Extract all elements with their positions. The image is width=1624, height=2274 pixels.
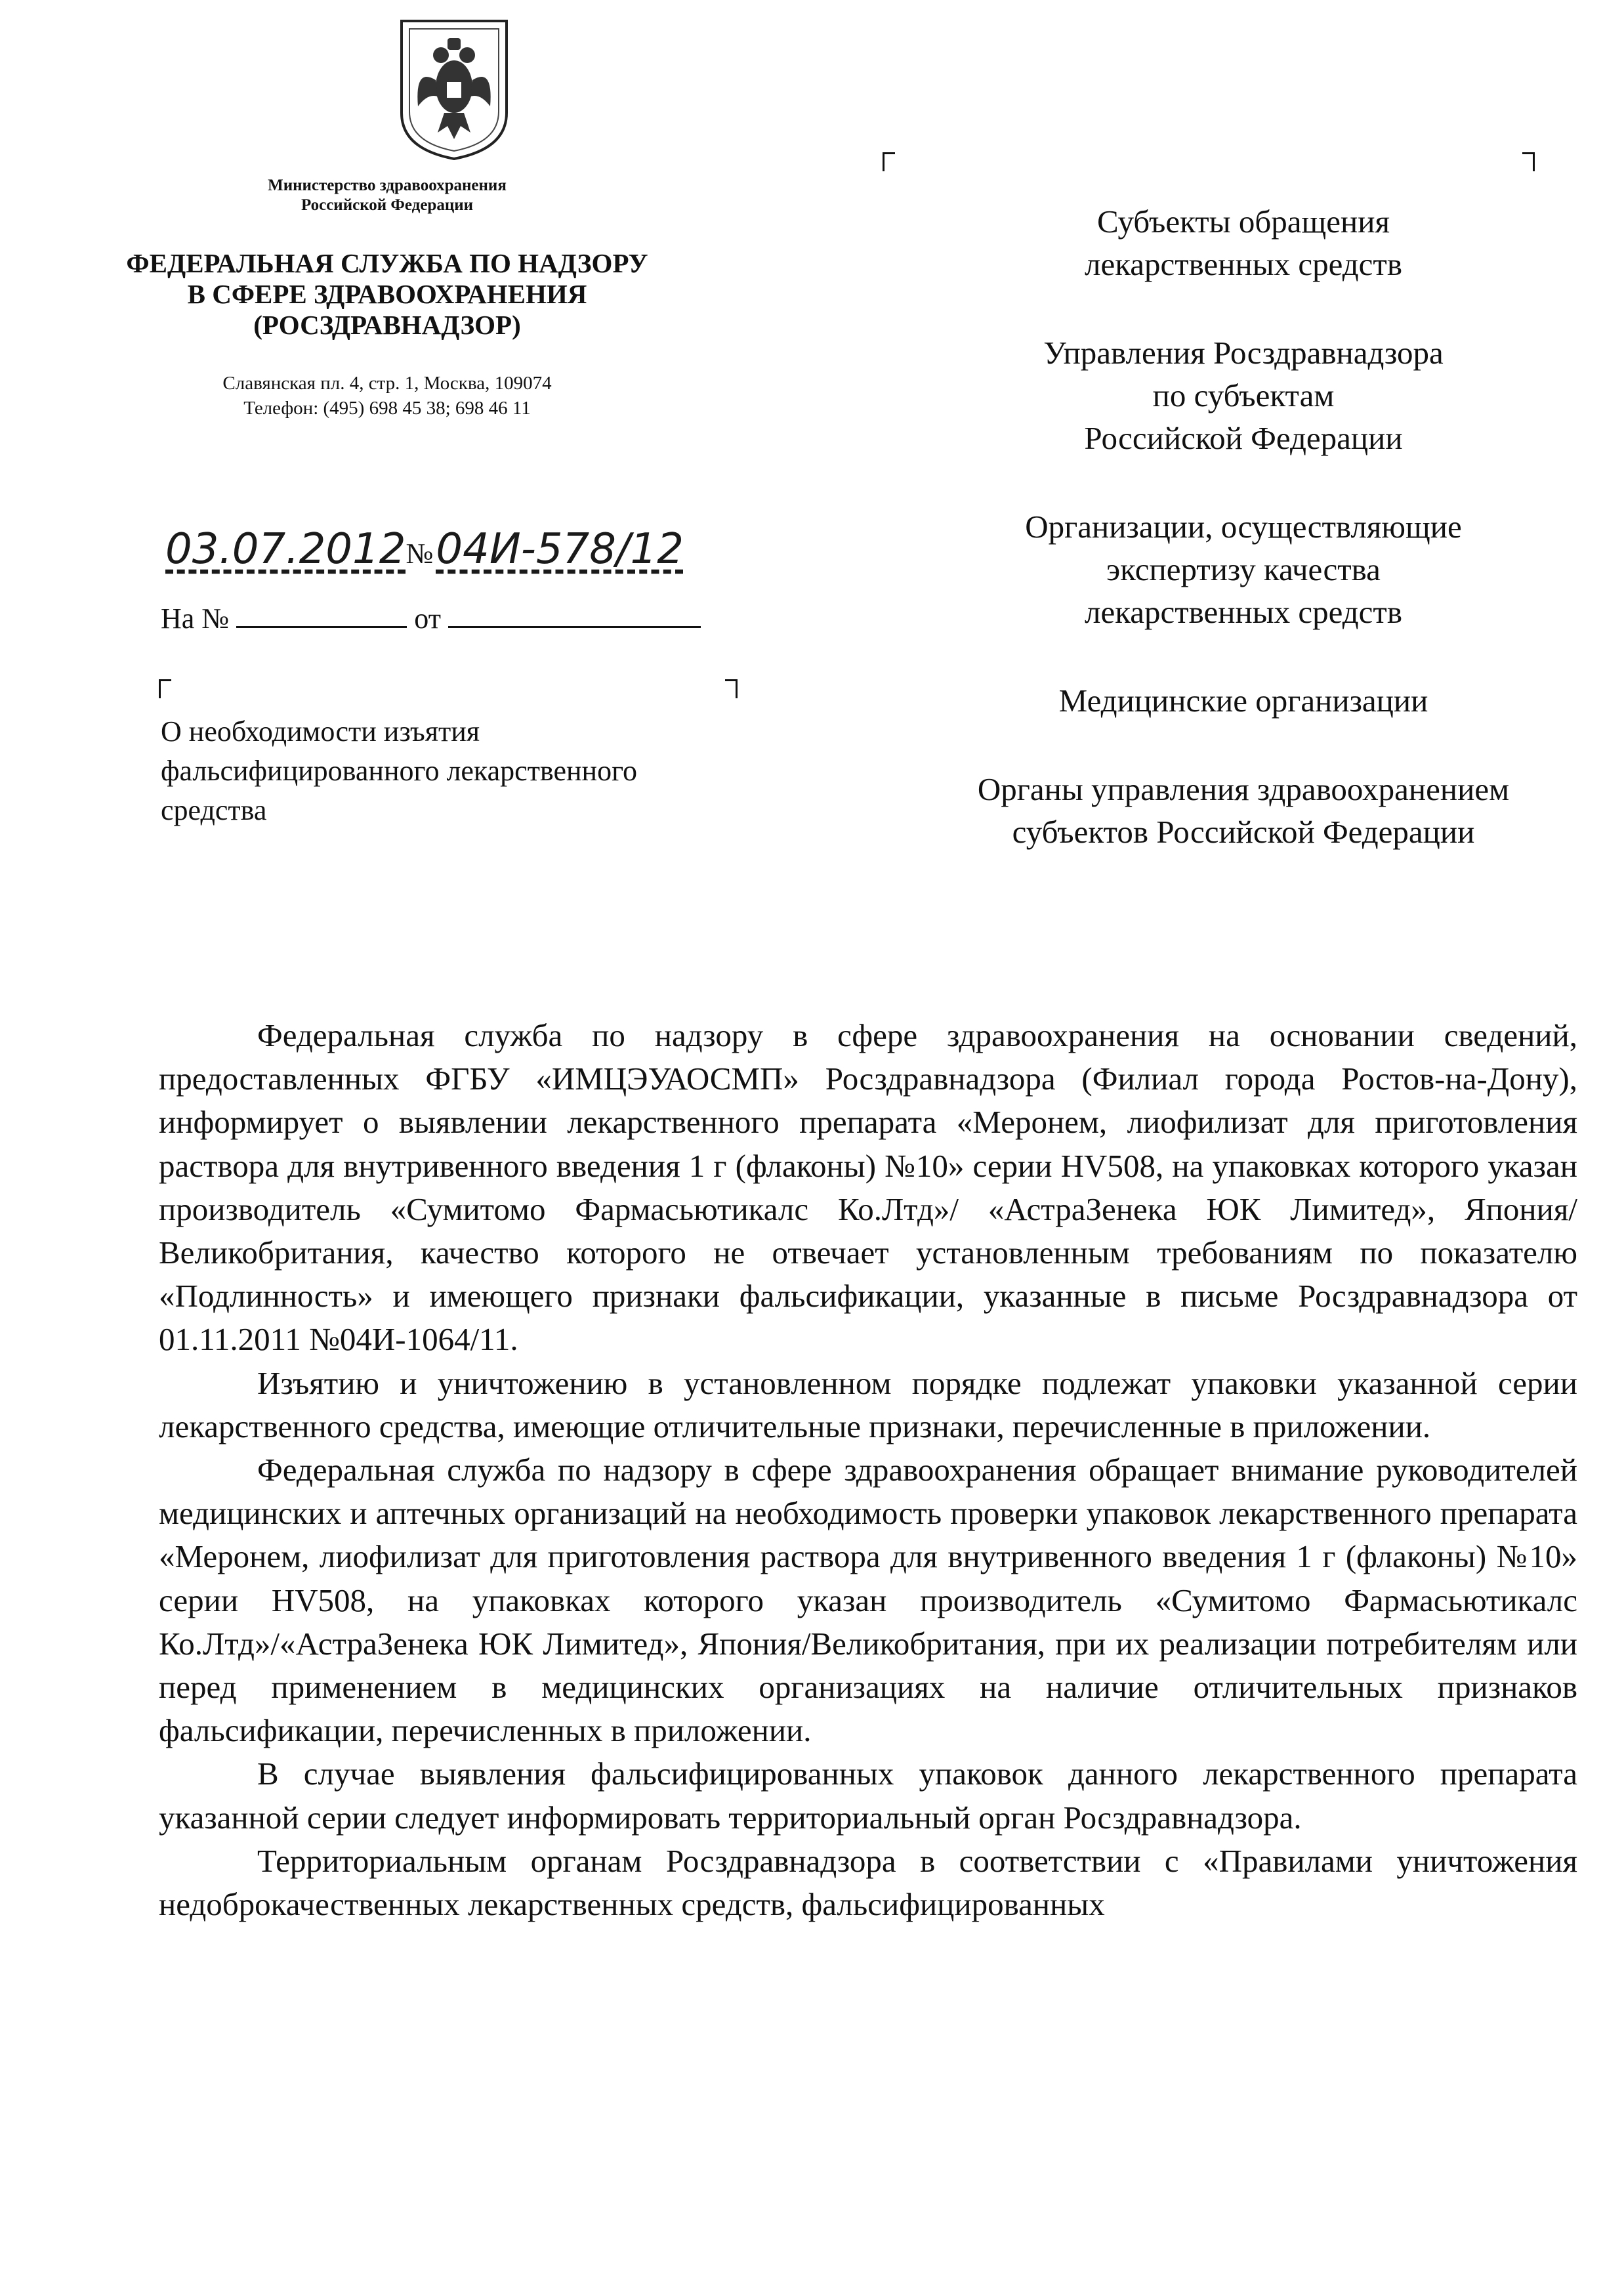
subject-corner-mark	[159, 679, 171, 698]
recipient-line: лекарственных средств	[1085, 594, 1402, 630]
body-paragraph: В случае выявления фальсифицированных упаковок данного лекарственного препарата указанной серии следует информировать территориальный орган Росздравнадзора.	[159, 1756, 1577, 1836]
subject-line: фальсифицированного лекарственного	[161, 755, 638, 787]
recipient-line: Российской Федерации	[1084, 420, 1403, 456]
address-line: Славянская пл. 4, стр. 1, Москва, 109074	[222, 373, 552, 394]
reference-number-blank	[236, 602, 407, 628]
body-paragraph: Федеральная служба по надзору в сфере здравоохранения обращает внимание руководителей медицинских и аптечных организаций на необходимость проверки упаковок лекарственного препарата «Меронем, лиофилизат для приготовления раствора для внутривенного введения 1 г (флаконы) №10» серии HV508, на упаковках которого указан производитель «Сумитомо Фармасьютикалс Ко.Лтд»/«АстраЗенека ЮК Лимитед», Япония/Великобритания, при их реализации потребителям или перед применением в медицинских организациях на наличие отличительных признаков фальсификации, перечисленных в приложении.	[159, 1452, 1577, 1749]
from-label: от	[414, 602, 441, 635]
recipient-line: Управления Росздравнадзора	[1043, 335, 1444, 371]
recipients-list	[866, 200, 1621, 899]
recipient	[866, 679, 1621, 722]
agency-line: ФЕДЕРАЛЬНАЯ СЛУЖБА ПО НАДЗОРУ	[126, 248, 648, 278]
ministry-line: Российской Федерации	[301, 196, 474, 214]
body-paragraph: Территориальным органам Росздравнадзора в соответствии с «Правилами уничтожения недоброкачественных лекарственных средств, фальсифицированных	[159, 1842, 1577, 1923]
subject-line: средства	[161, 794, 267, 826]
recipient	[866, 768, 1621, 853]
ministry-name	[197, 176, 577, 215]
subject-corner-mark	[725, 679, 738, 698]
ministry-line: Министерство здравоохранения	[268, 177, 507, 194]
recipient	[866, 200, 1621, 285]
agency-line: В СФЕРЕ ЗДРАВООХРАНЕНИЯ	[187, 279, 587, 309]
recipient-line: экспертизу качества	[1106, 551, 1381, 587]
address-line: Телефон: (495) 698 45 38; 698 46 11	[243, 398, 531, 419]
reference-date-blank	[448, 602, 701, 628]
body-paragraph: Федеральная служба по надзору в сфере здравоохранения на основании сведений, предоставленных ФГБУ «ИМЦЭУАОСМП» Росздравнадзора (Филиал города Ростов-на-Дону), информирует о выявлении лекарственного препарата «Меронем, лиофилизат для приготовления раствора для внутривенного введения 1 г (флаконы) №10» серии HV508, на упаковках которого указан производитель «Сумитомо Фармасьютикалс Ко.Лтд»/ «АстраЗенека ЮК Лимитед», Япония/Великобритания, качество которого не отвечает установленным требованиям по показателю «Подлинность» и имеющего признаки фальсификации, указанные в письме Росздравнадзора от 01.11.2011 №04И-1064/11.	[159, 1017, 1577, 1358]
letter-body	[159, 1014, 1577, 1926]
number-sign: №	[406, 537, 434, 570]
recipient-line: субъектов Российской Федерации	[1012, 814, 1475, 850]
recipient-line: Органы управления здравоохранением	[977, 771, 1510, 807]
agency-address	[131, 371, 643, 421]
subject-line: О необходимости изъятия	[161, 715, 480, 747]
registration-number: 04И-578/12	[436, 525, 684, 574]
recipient	[866, 331, 1621, 459]
coat-of-arms-emblem-icon	[388, 14, 520, 162]
recipient-line: Субъекты обращения	[1096, 203, 1390, 240]
recipient	[866, 505, 1621, 633]
recipient-line: Организации, осуществляющие	[1025, 509, 1462, 545]
agency-name	[98, 248, 676, 341]
body-paragraph: Изъятию и уничтожению в установленном порядке подлежат упаковки указанной серии лекарственного средства, имеющие отличительные признаки, перечисленные в приложении.	[159, 1364, 1577, 1444]
agency-line: (РОСЗДРАВНАДЗОР)	[253, 310, 521, 340]
recipient-corner-mark	[1522, 152, 1535, 171]
on-no-label: На №	[161, 602, 230, 635]
recipient-line: Медицинские организации	[1058, 683, 1428, 719]
registration-date: 03.07.2012	[165, 525, 406, 574]
recipient-line: по субъектам	[1152, 377, 1335, 413]
reference-line	[161, 602, 701, 635]
recipient-corner-mark	[883, 152, 895, 171]
registration-line	[165, 525, 822, 578]
recipient-line: лекарственных средств	[1085, 246, 1402, 282]
letter-subject	[161, 712, 751, 830]
